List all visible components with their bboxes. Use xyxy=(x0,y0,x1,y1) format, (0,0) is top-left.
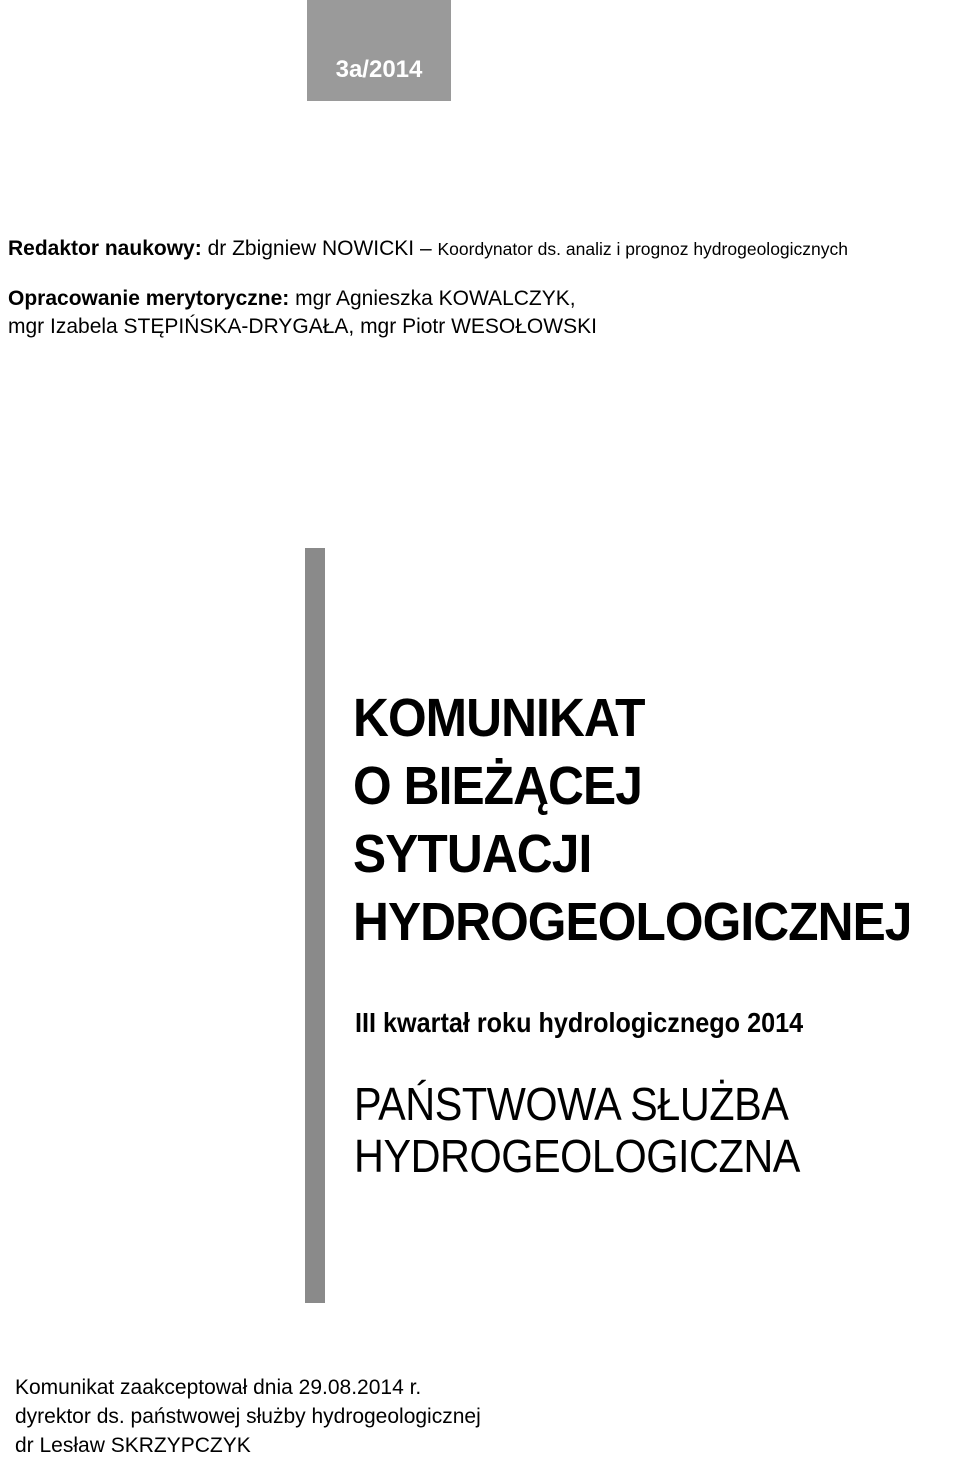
approval-footer xyxy=(15,1373,481,1460)
service-line: PAŃSTWOWA SŁUŻBA xyxy=(354,1078,789,1130)
editor-label: Redaktor naukowy: xyxy=(8,237,202,260)
issue-number: 3a/2014 xyxy=(335,56,423,83)
title-line: HYDROGEOLOGICZNEJ xyxy=(353,892,912,952)
editor-role: Koordynator ds. analiz i prognoz hydrogeologicznych xyxy=(437,239,849,259)
authors-label: Opracowanie merytoryczne: xyxy=(8,287,290,310)
service-line: HYDROGEOLOGICZNA xyxy=(354,1130,800,1182)
document-subtitle: III kwartał roku hydrologicznego 2014 xyxy=(355,1007,804,1038)
title-line: SYTUACJI xyxy=(353,824,592,884)
service-name xyxy=(354,1078,800,1182)
authors-names-1: mgr Agnieszka KOWALCZYK, xyxy=(295,287,576,310)
approval-date: Komunikat zaakceptował dnia 29.08.2014 r. xyxy=(15,1376,422,1399)
title-line: KOMUNIKAT xyxy=(353,688,645,748)
issue-number-box xyxy=(307,0,451,101)
scientific-editor-line xyxy=(8,235,848,263)
approver-position: dyrektor ds. państwowej służby hydrogeologicznej xyxy=(15,1405,481,1428)
authors-line-1 xyxy=(8,285,597,313)
accent-bar xyxy=(305,548,325,1303)
authors-names-2: mgr Izabela STĘPIŃSKA-DRYGAŁA, mgr Piotr WESOŁOWSKI xyxy=(8,315,597,338)
title-line: O BIEŻĄCEJ xyxy=(353,756,642,816)
editor-name: dr Zbigniew NOWICKI xyxy=(207,237,415,260)
approver-name: dr Lesław SKRZYPCZYK xyxy=(15,1434,251,1457)
editor-dash: – xyxy=(419,237,432,260)
document-title xyxy=(353,684,911,956)
authors-block xyxy=(8,285,597,341)
